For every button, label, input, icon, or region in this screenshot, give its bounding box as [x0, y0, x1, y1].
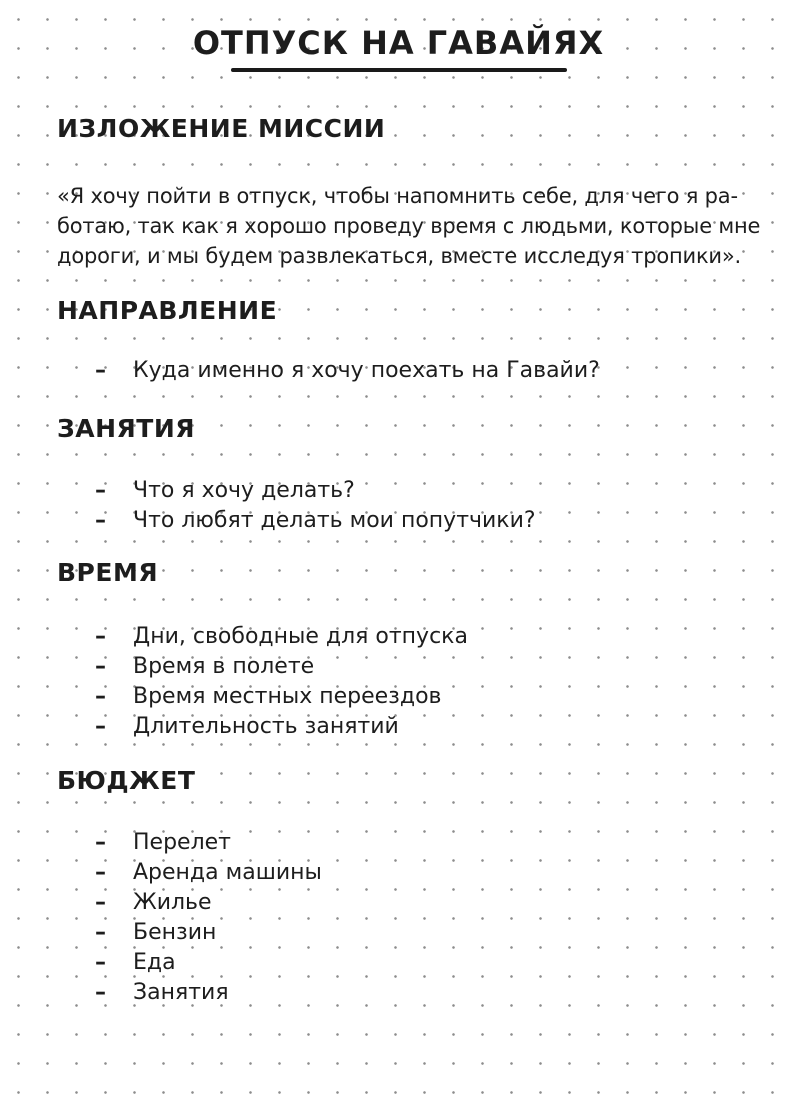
section-heading-activities: ЗАНЯТИЯ [57, 414, 196, 443]
list-item-text: Куда именно я хочу поехать на Гавайи? [133, 358, 600, 383]
direction-list [57, 356, 740, 386]
page-title: ОТПУСК НА ГАВАЙЯХ [192, 24, 605, 62]
list-item-text: Жилье [133, 890, 212, 915]
dash-bullet: – [95, 920, 106, 945]
list-item-text: Еда [133, 950, 176, 975]
section-heading-budget: БЮДЖЕТ [57, 766, 196, 795]
mission-quote [57, 181, 761, 271]
mission-quote-line: «Я хочу пойти в отпуск, чтобы напомнить себе, для чего я ра- [57, 184, 738, 208]
list-item [95, 476, 740, 506]
section-heading-mission: ИЗЛОЖЕНИЕ МИССИИ [57, 114, 386, 143]
activities-list [57, 476, 740, 536]
section-time [57, 560, 740, 742]
dash-bullet: – [95, 624, 106, 649]
list-item [95, 858, 740, 888]
page-header [57, 0, 740, 72]
dash-bullet: – [95, 714, 106, 739]
list-item [95, 712, 740, 742]
list-item [95, 888, 740, 918]
list-item-text: Бензин [133, 920, 217, 945]
list-item [95, 356, 740, 386]
section-direction [57, 298, 740, 386]
dash-bullet: – [95, 860, 106, 885]
section-heading-time: ВРЕМЯ [57, 558, 159, 587]
list-item [95, 978, 740, 1008]
mission-quote-line: ботаю, так как я хорошо проведу время с людьми, которые мне [57, 214, 761, 238]
list-item-text: Время местных переездов [133, 684, 442, 709]
list-item [95, 652, 740, 682]
dash-bullet: – [95, 890, 106, 915]
list-item [95, 828, 740, 858]
mission-quote-line: дороги, и мы будем развлекаться, вместе исследуя тропики». [57, 244, 742, 268]
dash-bullet: – [95, 684, 106, 709]
time-list [57, 622, 740, 742]
section-mission-statement [57, 114, 761, 271]
dash-bullet: – [95, 950, 106, 975]
list-item-text: Аренда машины [133, 860, 322, 885]
section-heading-direction: НАПРАВЛЕНИЕ [57, 296, 278, 325]
list-item-text: Что любят делать мои попутчики? [133, 508, 536, 533]
list-item [95, 948, 740, 978]
section-budget [57, 768, 740, 1008]
list-item-text: Перелет [133, 830, 231, 855]
dash-bullet: – [95, 980, 106, 1005]
list-item [95, 622, 740, 652]
list-item-text: Занятия [133, 980, 229, 1005]
dash-bullet: – [95, 478, 106, 503]
dash-bullet: – [95, 358, 106, 383]
list-item-text: Что я хочу делать? [133, 478, 355, 503]
dash-bullet: – [95, 830, 106, 855]
list-item-text: Длительность занятий [133, 714, 399, 739]
list-item-text: Дни, свободные для отпуска [133, 624, 468, 649]
section-activities [57, 416, 740, 536]
dash-bullet: – [95, 654, 106, 679]
dash-bullet: – [95, 508, 106, 533]
budget-list [57, 828, 740, 1008]
list-item-text: Время в полете [133, 654, 315, 679]
list-item [95, 506, 740, 536]
title-underline [231, 68, 567, 72]
list-item [95, 682, 740, 712]
list-item [95, 918, 740, 948]
